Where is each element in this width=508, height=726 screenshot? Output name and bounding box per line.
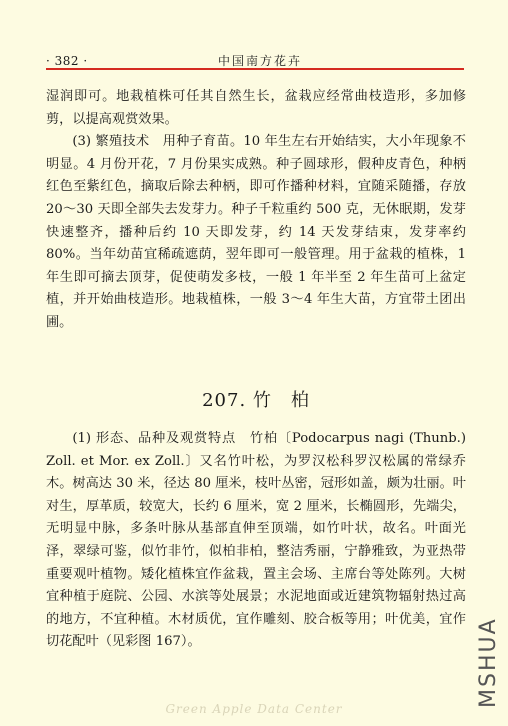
section-heading: 207. 竹 柏	[202, 390, 310, 411]
watermark-side: MSHUA	[476, 617, 501, 708]
paragraph-continuation: 湿润即可。地栽植株可任其自然生长，盆栽应经常曲枝造形，多加修剪，以提高观赏效果。	[46, 89, 466, 127]
paragraph-morphology: (1) 形态、品种及观赏特点 竹柏〔Podocarpus nagi (Thunb.) Zoll. et Mor. ex Zoll.〕又名竹叶松，为罗汉松科罗汉松属的常绿乔木。树高达 30 米，径达 80 厘米，枝叶丛密，冠形如盖，颇为壮丽。叶对生，厚革质，较宽大，长约 6 厘米，宽 2 厘米，长椭圆形，先端尖，无明显中脉，多条叶脉从基部直伸至顶端，如竹叶状，故名。叶面光泽，翠绿可鉴，似竹非竹，似柏非柏，整洁秀丽，宁静雅致，为亚热带重要观叶植物。矮化植株宜作盆栽，置主会场、主席台等处陈列。大树宜种植于庭院、公园、水滨等处展景；水泥地面或近建筑物辐射热过高的地方，不宜种植。木材质优，宜作雕刻、胶合板等用；叶优美，宜作切花配叶（见彩图 167）。	[46, 431, 466, 650]
watermark-bottom: Green Apple Data Center	[165, 702, 343, 716]
paragraph-propagation: (3) 繁殖技术 用种子育苗。10 年生左右开始结实，大小年现象不明显。4 月份开花，7 月份果实成熟。种子圆球形，假种皮青色，种柄红色至紫红色，摘取后除去种柄，即可作播种材料，宜随采随播，存放 20～30 天即全部失去发芽力。种子千粒重约 500 克，无休眠期，发芽快速整齐，播种后约 10 天即发芽，约 14 天发芽结束，发芽率约 80%。当年幼苗宜稀疏遮荫，翌年即可一般管理。用于盆栽的植株，1 年生即可摘去顶芽，促使萌发多枝，一般 1 年半至 2 年生苗可上盆定植，并开始曲枝造形。地栽植株，一般 3～4 年生大苗，方宜带土团出圃。	[46, 134, 466, 330]
section-text	[46, 428, 466, 654]
body-text	[46, 86, 466, 335]
header-rule	[46, 68, 464, 70]
running-title: 中国南方花卉	[218, 54, 303, 68]
page-number: · 382 ·	[46, 54, 88, 68]
